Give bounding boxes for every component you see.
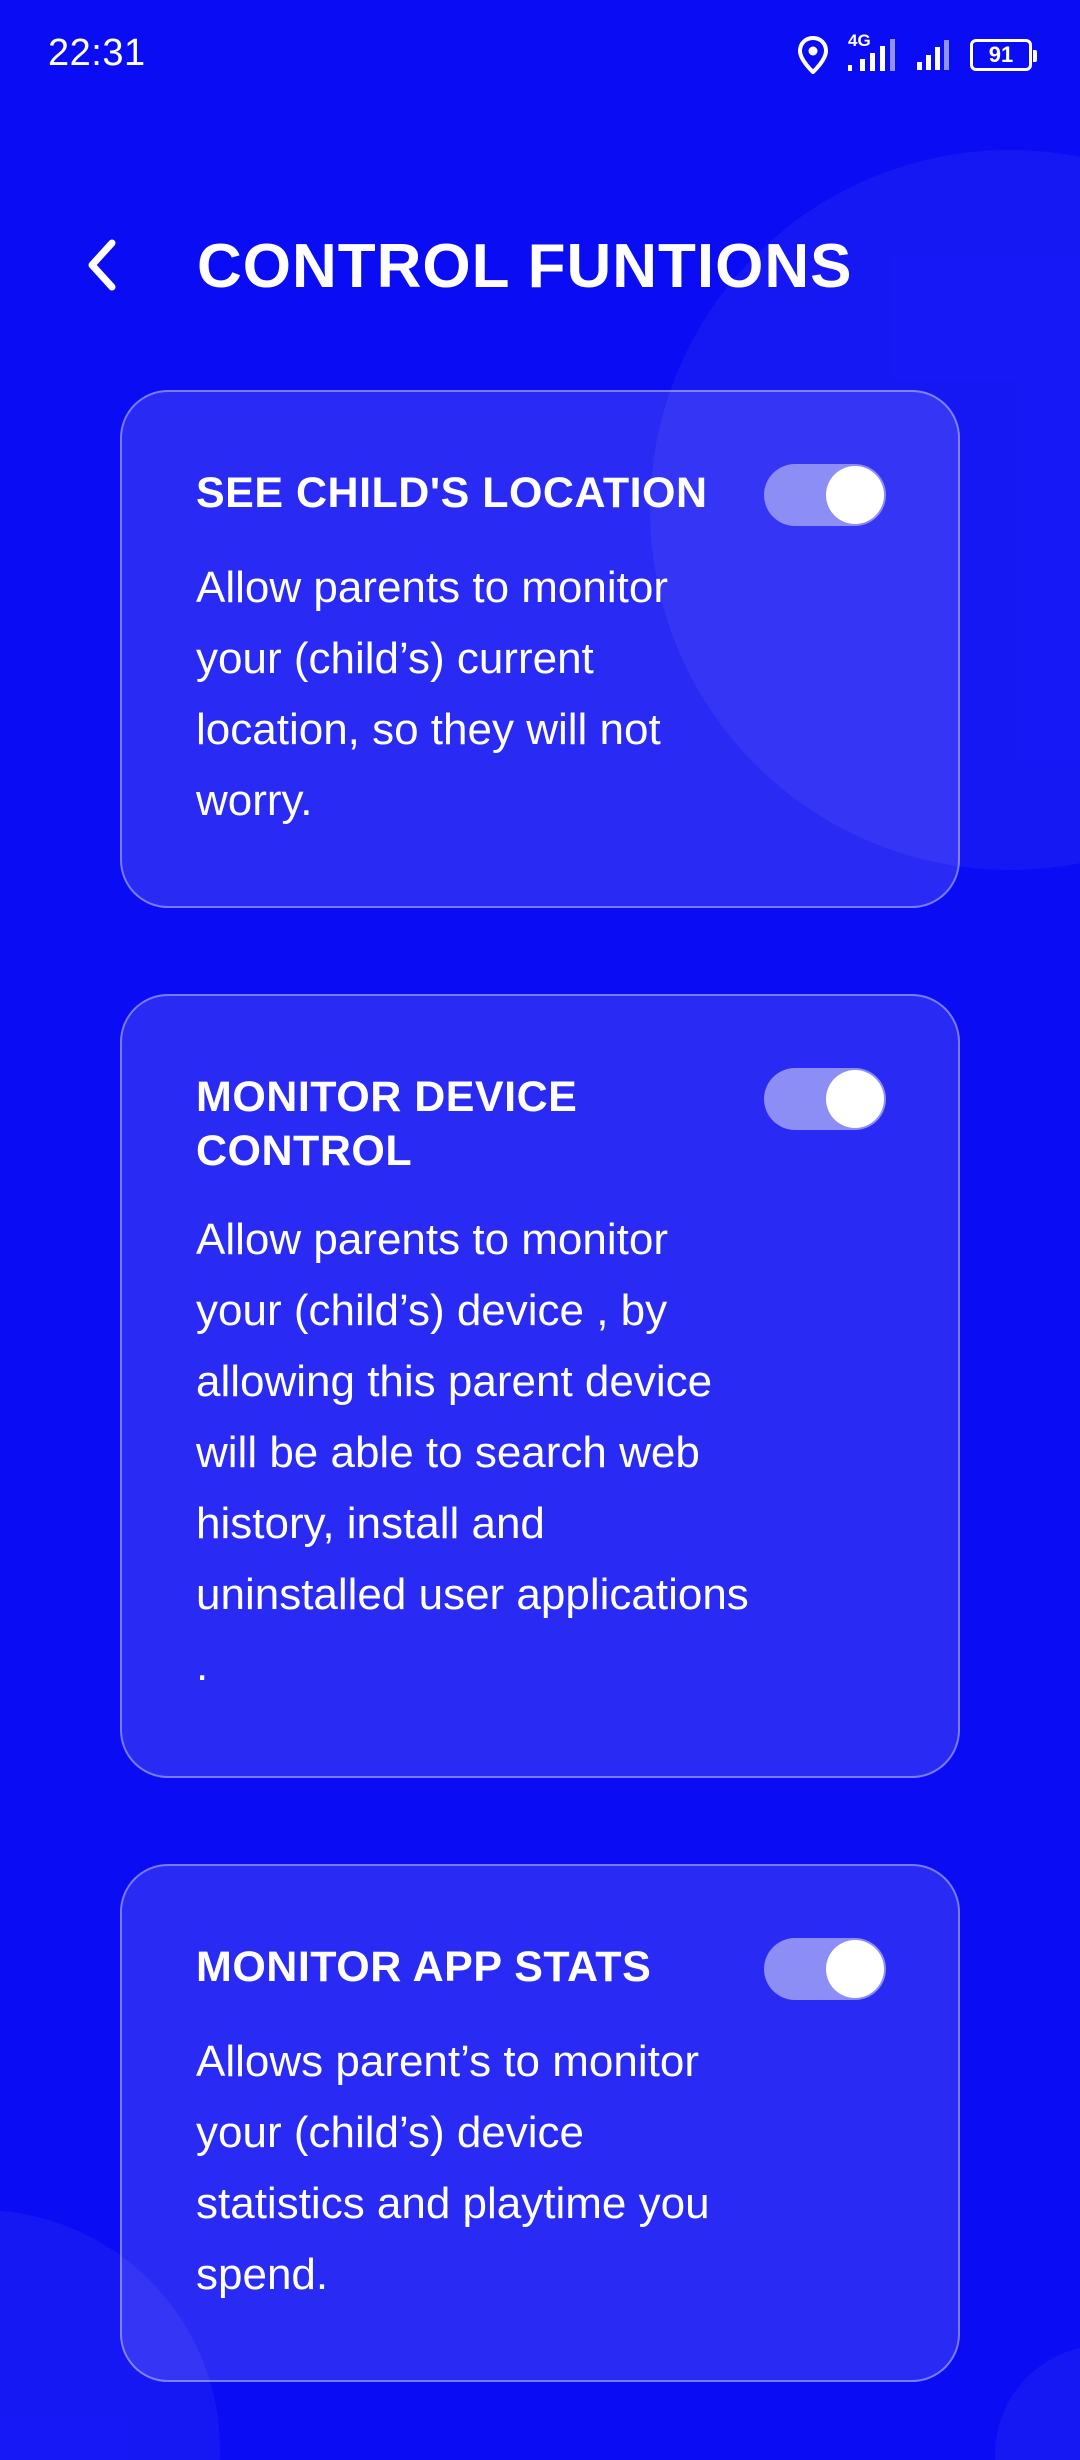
- card-description: Allows parent’s to monitor your (child’s) device statistics and playtime you spend.: [196, 2037, 710, 2299]
- status-bar: [0, 0, 1080, 110]
- battery-icon: [970, 39, 1032, 71]
- location-toggle[interactable]: [764, 464, 886, 526]
- device-control-toggle[interactable]: [764, 1068, 886, 1130]
- toggle-knob: [826, 1070, 884, 1128]
- back-button[interactable]: [72, 232, 132, 302]
- card-title: MONITOR APP STATS: [196, 1943, 652, 1991]
- app-stats-card: [120, 1864, 960, 2382]
- signal-4g-icon: [846, 31, 898, 73]
- status-time: 22:31: [48, 32, 146, 74]
- card-description: Allow parents to monitor your (child’s) device , by allowing this parent device will be able to search web history, install and uninstalled user applications .: [196, 1215, 749, 1690]
- page-title: CONTROL FUNTIONS: [197, 232, 853, 301]
- device-control-card: [120, 994, 960, 1778]
- chevron-left-icon: [84, 237, 120, 298]
- app-stats-toggle[interactable]: [764, 1938, 886, 2000]
- location-icon: [798, 36, 828, 74]
- signal-icon: [916, 38, 952, 72]
- battery-level: 91: [988, 42, 1014, 67]
- card-description: Allow parents to monitor your (child’s) current location, so they will not worry.: [196, 563, 668, 825]
- status-icons: [798, 30, 1032, 80]
- toggle-knob: [826, 1940, 884, 1998]
- toggle-knob: [826, 466, 884, 524]
- network-type-label: 4G: [848, 31, 871, 50]
- card-title: MONITOR DEVICE CONTROL: [196, 1073, 578, 1175]
- card-title: SEE CHILD'S LOCATION: [196, 469, 708, 517]
- location-card: [120, 390, 960, 908]
- background-circle: [995, 2345, 1080, 2460]
